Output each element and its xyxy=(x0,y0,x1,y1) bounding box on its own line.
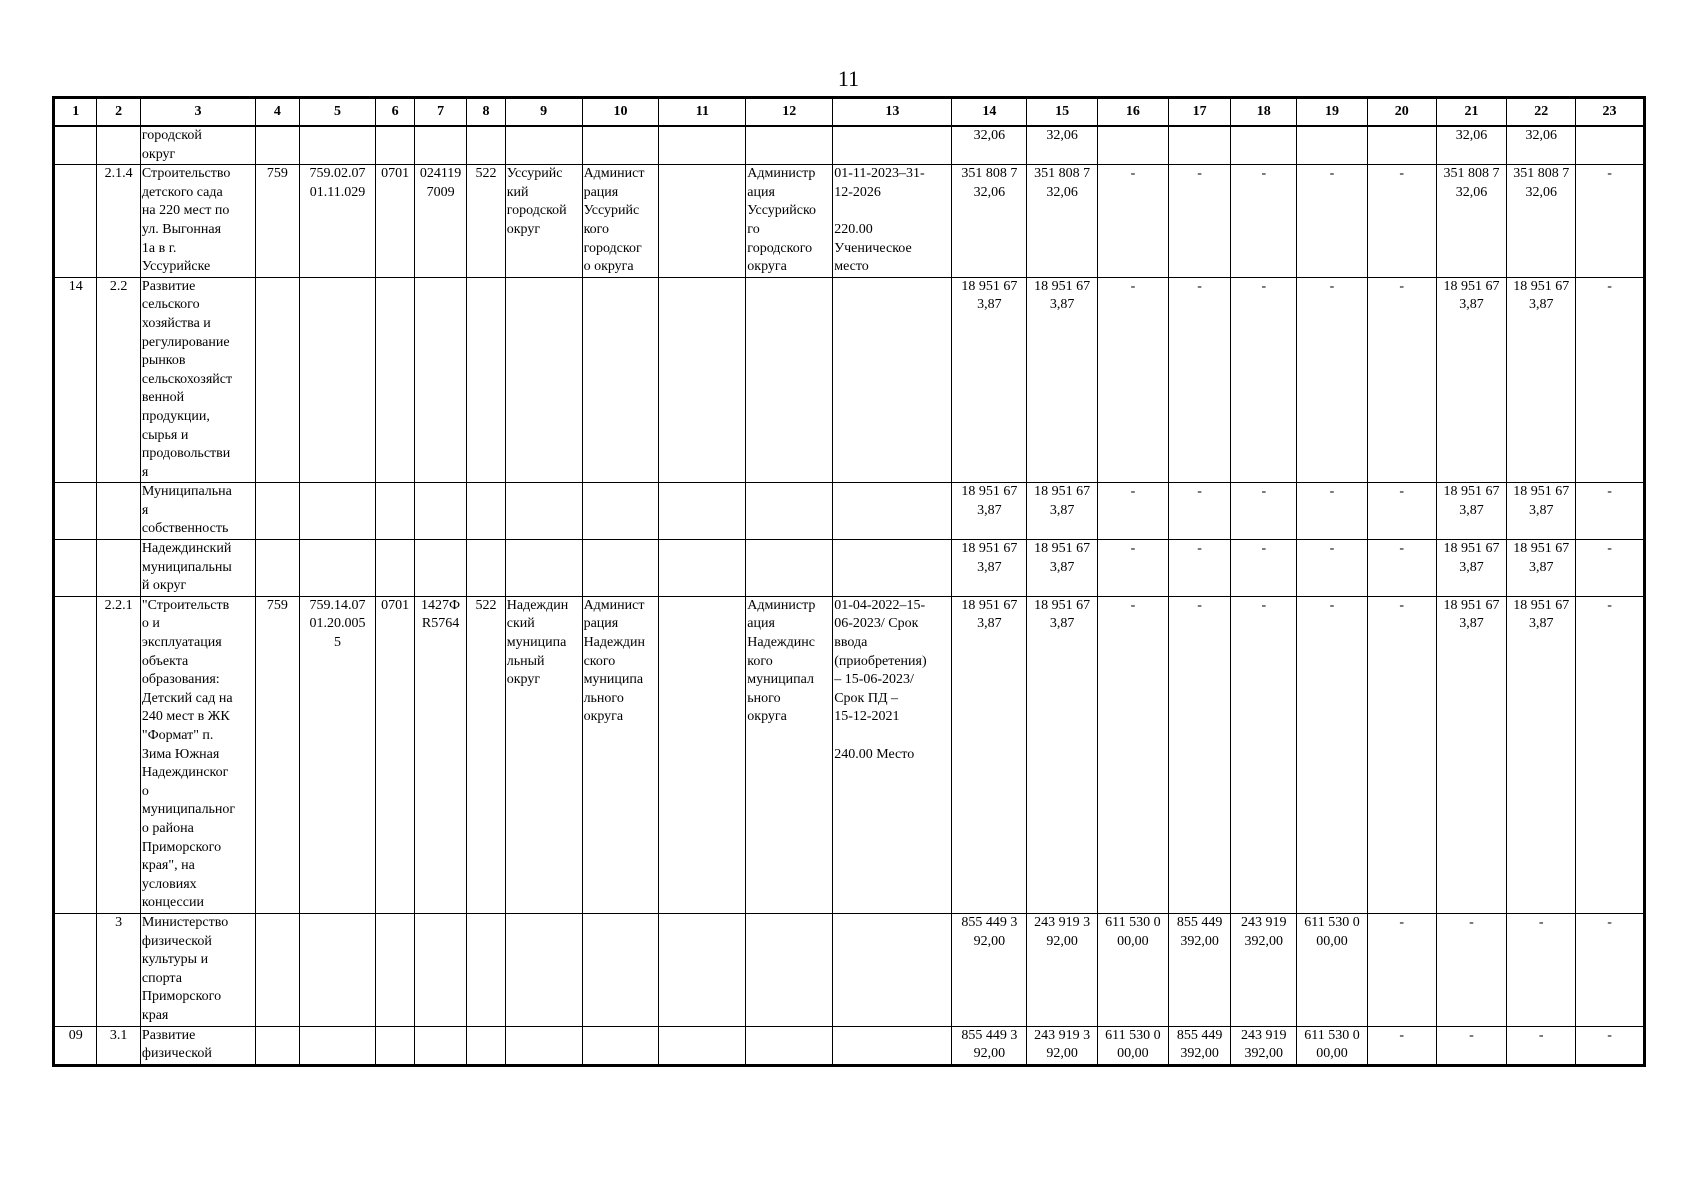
table-cell-col-14: 32,06 xyxy=(952,126,1027,165)
table-cell-col-10 xyxy=(582,913,659,1026)
table-cell-col-3: Строительство детского сада на 220 мест по ул. Выгонная 1а в г. Уссурийске xyxy=(140,165,255,278)
table-cell-col-22: 18 951 67 3,87 xyxy=(1507,277,1576,483)
table-cell-col-23: - xyxy=(1576,165,1645,278)
table-row xyxy=(54,596,1645,913)
table-cell-col-13: 01-04-2022–15- 06-2023/ Срок ввода (приобретения) – 15-06-2023/ Срок ПД – 15-12-2021 240.00 Место xyxy=(833,596,952,913)
table-cell-col-4: 759 xyxy=(256,596,299,913)
table-cell-col-18: - xyxy=(1231,483,1297,540)
table-cell-col-8: 522 xyxy=(467,596,505,913)
table-cell-col-23 xyxy=(1576,126,1645,165)
table-cell-col-15: 18 951 67 3,87 xyxy=(1027,483,1098,540)
table-cell-col-17: - xyxy=(1168,483,1231,540)
table-cell-col-21: - xyxy=(1436,913,1507,1026)
table-row xyxy=(54,126,1645,165)
table-cell-col-5 xyxy=(299,126,376,165)
table-cell-col-10: Админист рация Уссурийс кого городског о округа xyxy=(582,165,659,278)
column-header-14: 14 xyxy=(952,98,1027,127)
table-cell-col-8 xyxy=(467,913,505,1026)
table-cell-col-5 xyxy=(299,540,376,597)
table-cell-col-5: 759.02.07 01.11.029 xyxy=(299,165,376,278)
table-cell-col-19: 611 530 0 00,00 xyxy=(1297,913,1368,1026)
table-cell-col-2: 3 xyxy=(97,913,140,1026)
table-cell-col-22: 18 951 67 3,87 xyxy=(1507,483,1576,540)
table-cell-col-16: - xyxy=(1098,483,1169,540)
table-cell-col-8 xyxy=(467,540,505,597)
column-header-13: 13 xyxy=(833,98,952,127)
column-header-4: 4 xyxy=(256,98,299,127)
table-cell-col-10 xyxy=(582,277,659,483)
table-cell-col-18: 243 919 392,00 xyxy=(1231,1026,1297,1065)
table-cell-col-9 xyxy=(505,277,582,483)
table-cell-col-16: 611 530 0 00,00 xyxy=(1098,1026,1169,1065)
table-cell-col-11 xyxy=(659,277,746,483)
table-cell-col-13: 01-11-2023–31- 12-2026 220.00 Ученическое место xyxy=(833,165,952,278)
column-header-12: 12 xyxy=(746,98,833,127)
table-cell-col-9: Уссурийс кий городской округ xyxy=(505,165,582,278)
table-cell-col-21: - xyxy=(1436,1026,1507,1065)
table-cell-col-13 xyxy=(833,483,952,540)
table-cell-col-9 xyxy=(505,126,582,165)
table-cell-col-17: - xyxy=(1168,165,1231,278)
column-header-1: 1 xyxy=(54,98,97,127)
table-cell-col-3: Развитие сельского хозяйства и регулирование рынков сельскохозяйст венной продукции, сырья и продовольстви я xyxy=(140,277,255,483)
table-cell-col-4 xyxy=(256,913,299,1026)
table-cell-col-13 xyxy=(833,277,952,483)
table-cell-col-17: - xyxy=(1168,596,1231,913)
table-cell-col-18: - xyxy=(1231,596,1297,913)
table-cell-col-21: 18 951 67 3,87 xyxy=(1436,596,1507,913)
table-cell-col-1 xyxy=(54,913,97,1026)
table-cell-col-6 xyxy=(376,277,414,483)
table-cell-col-2: 3.1 xyxy=(97,1026,140,1065)
column-header-7: 7 xyxy=(414,98,467,127)
table-body xyxy=(54,126,1645,1065)
table-cell-col-16: - xyxy=(1098,277,1169,483)
column-header-22: 22 xyxy=(1507,98,1576,127)
table-cell-col-5 xyxy=(299,1026,376,1065)
table-cell-col-21: 18 951 67 3,87 xyxy=(1436,483,1507,540)
table-row xyxy=(54,483,1645,540)
table-cell-col-21: 351 808 7 32,06 xyxy=(1436,165,1507,278)
table-cell-col-20: - xyxy=(1367,165,1436,278)
table-row xyxy=(54,540,1645,597)
table-cell-col-11 xyxy=(659,913,746,1026)
table-cell-col-18: - xyxy=(1231,165,1297,278)
table-cell-col-12 xyxy=(746,540,833,597)
column-header-2: 2 xyxy=(97,98,140,127)
column-header-19: 19 xyxy=(1297,98,1368,127)
table-cell-col-14: 18 951 67 3,87 xyxy=(952,596,1027,913)
table-cell-col-13 xyxy=(833,540,952,597)
table-row xyxy=(54,165,1645,278)
table-cell-col-7 xyxy=(414,540,467,597)
table-cell-col-12 xyxy=(746,483,833,540)
table-cell-col-8 xyxy=(467,1026,505,1065)
table-cell-col-7: 024119 7009 xyxy=(414,165,467,278)
table-cell-col-9 xyxy=(505,483,582,540)
table-cell-col-10 xyxy=(582,483,659,540)
table-cell-col-7 xyxy=(414,483,467,540)
table-cell-col-17: 855 449 392,00 xyxy=(1168,1026,1231,1065)
table-cell-col-17 xyxy=(1168,126,1231,165)
table-cell-col-8: 522 xyxy=(467,165,505,278)
table-cell-col-2 xyxy=(97,126,140,165)
table-cell-col-20: - xyxy=(1367,277,1436,483)
column-header-8: 8 xyxy=(467,98,505,127)
table-cell-col-12: Администр ация Уссурийско го городского округа xyxy=(746,165,833,278)
table-cell-col-3: Развитие физической xyxy=(140,1026,255,1065)
table-cell-col-17: - xyxy=(1168,277,1231,483)
table-cell-col-22: 18 951 67 3,87 xyxy=(1507,540,1576,597)
table-cell-col-4: 759 xyxy=(256,165,299,278)
table-cell-col-22: 351 808 7 32,06 xyxy=(1507,165,1576,278)
table-cell-col-1 xyxy=(54,126,97,165)
table-cell-col-9 xyxy=(505,1026,582,1065)
table-cell-col-18: - xyxy=(1231,277,1297,483)
table-cell-col-19: - xyxy=(1297,596,1368,913)
table-cell-col-15: 18 951 67 3,87 xyxy=(1027,596,1098,913)
column-header-17: 17 xyxy=(1168,98,1231,127)
table-cell-col-17: 855 449 392,00 xyxy=(1168,913,1231,1026)
table-cell-col-15: 32,06 xyxy=(1027,126,1098,165)
table-cell-col-19: - xyxy=(1297,483,1368,540)
table-cell-col-1 xyxy=(54,165,97,278)
table-cell-col-9: Надеждин ский муниципа льный округ xyxy=(505,596,582,913)
table-cell-col-19: - xyxy=(1297,165,1368,278)
table-cell-col-15: 243 919 3 92,00 xyxy=(1027,913,1098,1026)
table-cell-col-4 xyxy=(256,1026,299,1065)
table-cell-col-5 xyxy=(299,913,376,1026)
table-cell-col-11 xyxy=(659,126,746,165)
table-cell-col-3: городской округ xyxy=(140,126,255,165)
table-cell-col-10 xyxy=(582,1026,659,1065)
table-cell-col-14: 351 808 7 32,06 xyxy=(952,165,1027,278)
table-cell-col-10 xyxy=(582,126,659,165)
table-cell-col-22: - xyxy=(1507,913,1576,1026)
table-cell-col-13 xyxy=(833,1026,952,1065)
table-cell-col-11 xyxy=(659,165,746,278)
table-cell-col-1 xyxy=(54,483,97,540)
table-cell-col-2: 2.2 xyxy=(97,277,140,483)
table-cell-col-7 xyxy=(414,1026,467,1065)
table-cell-col-7: 1427Ф R5764 xyxy=(414,596,467,913)
table-cell-col-4 xyxy=(256,483,299,540)
table-cell-col-5 xyxy=(299,483,376,540)
table-cell-col-4 xyxy=(256,540,299,597)
table-cell-col-2 xyxy=(97,483,140,540)
table-row xyxy=(54,277,1645,483)
table-cell-col-11 xyxy=(659,1026,746,1065)
header-row xyxy=(54,98,1645,127)
column-header-11: 11 xyxy=(659,98,746,127)
table-cell-col-1 xyxy=(54,596,97,913)
table-cell-col-15: 351 808 7 32,06 xyxy=(1027,165,1098,278)
column-header-5: 5 xyxy=(299,98,376,127)
table-cell-col-20: - xyxy=(1367,913,1436,1026)
table-cell-col-13 xyxy=(833,126,952,165)
table-cell-col-21: 18 951 67 3,87 xyxy=(1436,540,1507,597)
table-cell-col-19: 611 530 0 00,00 xyxy=(1297,1026,1368,1065)
table-cell-col-12 xyxy=(746,277,833,483)
table-cell-col-6 xyxy=(376,126,414,165)
table-cell-col-23: - xyxy=(1576,596,1645,913)
table-cell-col-23: - xyxy=(1576,1026,1645,1065)
table-cell-col-3: "Строительств о и эксплуатация объекта образования: Детский сад на 240 мест в ЖК "Формат" п. Зима Южная Надеждинског о муниципальног о района Приморского края", на условиях концессии xyxy=(140,596,255,913)
table-cell-col-15: 18 951 67 3,87 xyxy=(1027,277,1098,483)
table-cell-col-15: 18 951 67 3,87 xyxy=(1027,540,1098,597)
table-cell-col-1 xyxy=(54,540,97,597)
table-row xyxy=(54,1026,1645,1065)
table-cell-col-16: - xyxy=(1098,596,1169,913)
table-cell-col-18 xyxy=(1231,126,1297,165)
table-cell-col-6: 0701 xyxy=(376,596,414,913)
table-cell-col-16: - xyxy=(1098,165,1169,278)
column-header-23: 23 xyxy=(1576,98,1645,127)
table-cell-col-11 xyxy=(659,540,746,597)
table-cell-col-14: 855 449 3 92,00 xyxy=(952,1026,1027,1065)
column-header-18: 18 xyxy=(1231,98,1297,127)
table-cell-col-15: 243 919 3 92,00 xyxy=(1027,1026,1098,1065)
table-cell-col-6 xyxy=(376,540,414,597)
table-cell-col-14: 18 951 67 3,87 xyxy=(952,277,1027,483)
table-cell-col-23: - xyxy=(1576,277,1645,483)
table-cell-col-3: Надеждинский муниципальны й округ xyxy=(140,540,255,597)
table-cell-col-9 xyxy=(505,913,582,1026)
table-cell-col-14: 18 951 67 3,87 xyxy=(952,483,1027,540)
table-cell-col-23: - xyxy=(1576,483,1645,540)
table-cell-col-22: 18 951 67 3,87 xyxy=(1507,596,1576,913)
table-cell-col-3: Министерство физической культуры и спорта Приморского края xyxy=(140,913,255,1026)
column-header-16: 16 xyxy=(1098,98,1169,127)
table-cell-col-6: 0701 xyxy=(376,165,414,278)
table-cell-col-22: - xyxy=(1507,1026,1576,1065)
table-cell-col-1: 14 xyxy=(54,277,97,483)
table-cell-col-20: - xyxy=(1367,540,1436,597)
table-cell-col-2: 2.2.1 xyxy=(97,596,140,913)
table-cell-col-4 xyxy=(256,277,299,483)
table-cell-col-12: Администр ация Надеждинс кого муниципал ьного округа xyxy=(746,596,833,913)
column-header-9: 9 xyxy=(505,98,582,127)
table-cell-col-19: - xyxy=(1297,540,1368,597)
table-cell-col-9 xyxy=(505,540,582,597)
table-cell-col-22: 32,06 xyxy=(1507,126,1576,165)
table-cell-col-3: Муниципальна я собственность xyxy=(140,483,255,540)
column-header-20: 20 xyxy=(1367,98,1436,127)
table-cell-col-20: - xyxy=(1367,1026,1436,1065)
table-cell-col-14: 18 951 67 3,87 xyxy=(952,540,1027,597)
table-cell-col-20: - xyxy=(1367,483,1436,540)
table-cell-col-18: 243 919 392,00 xyxy=(1231,913,1297,1026)
table-cell-col-7 xyxy=(414,913,467,1026)
table-cell-col-2 xyxy=(97,540,140,597)
table-cell-col-11 xyxy=(659,596,746,913)
table-cell-col-7 xyxy=(414,277,467,483)
table-cell-col-17: - xyxy=(1168,540,1231,597)
table-cell-col-10: Админист рация Надеждин ского муниципа льного округа xyxy=(582,596,659,913)
table-cell-col-2: 2.1.4 xyxy=(97,165,140,278)
table-cell-col-13 xyxy=(833,913,952,1026)
table-cell-col-16: 611 530 0 00,00 xyxy=(1098,913,1169,1026)
column-header-10: 10 xyxy=(582,98,659,127)
column-header-21: 21 xyxy=(1436,98,1507,127)
table-cell-col-4 xyxy=(256,126,299,165)
table-cell-col-16: - xyxy=(1098,540,1169,597)
table-cell-col-11 xyxy=(659,483,746,540)
table-cell-col-7 xyxy=(414,126,467,165)
table-cell-col-23: - xyxy=(1576,540,1645,597)
table-cell-col-12 xyxy=(746,126,833,165)
column-header-6: 6 xyxy=(376,98,414,127)
table-cell-col-1: 09 xyxy=(54,1026,97,1065)
table-cell-col-20 xyxy=(1367,126,1436,165)
table-cell-col-5: 759.14.07 01.20.005 5 xyxy=(299,596,376,913)
table-cell-col-19 xyxy=(1297,126,1368,165)
table-cell-col-10 xyxy=(582,540,659,597)
table-cell-col-6 xyxy=(376,483,414,540)
table-cell-col-6 xyxy=(376,1026,414,1065)
table-cell-col-8 xyxy=(467,483,505,540)
page-number: 11 xyxy=(837,66,860,91)
budget-table xyxy=(52,96,1646,1067)
table-cell-col-23: - xyxy=(1576,913,1645,1026)
table-cell-col-21: 32,06 xyxy=(1436,126,1507,165)
table-cell-col-19: - xyxy=(1297,277,1368,483)
table-cell-col-18: - xyxy=(1231,540,1297,597)
table-row xyxy=(54,913,1645,1026)
table-cell-col-6 xyxy=(376,913,414,1026)
table-cell-col-12 xyxy=(746,1026,833,1065)
table-cell-col-12 xyxy=(746,913,833,1026)
table-cell-col-16 xyxy=(1098,126,1169,165)
table-cell-col-20: - xyxy=(1367,596,1436,913)
column-header-15: 15 xyxy=(1027,98,1098,127)
table-cell-col-21: 18 951 67 3,87 xyxy=(1436,277,1507,483)
table-cell-col-14: 855 449 3 92,00 xyxy=(952,913,1027,1026)
table-cell-col-8 xyxy=(467,277,505,483)
column-header-3: 3 xyxy=(140,98,255,127)
table-cell-col-8 xyxy=(467,126,505,165)
table-cell-col-5 xyxy=(299,277,376,483)
